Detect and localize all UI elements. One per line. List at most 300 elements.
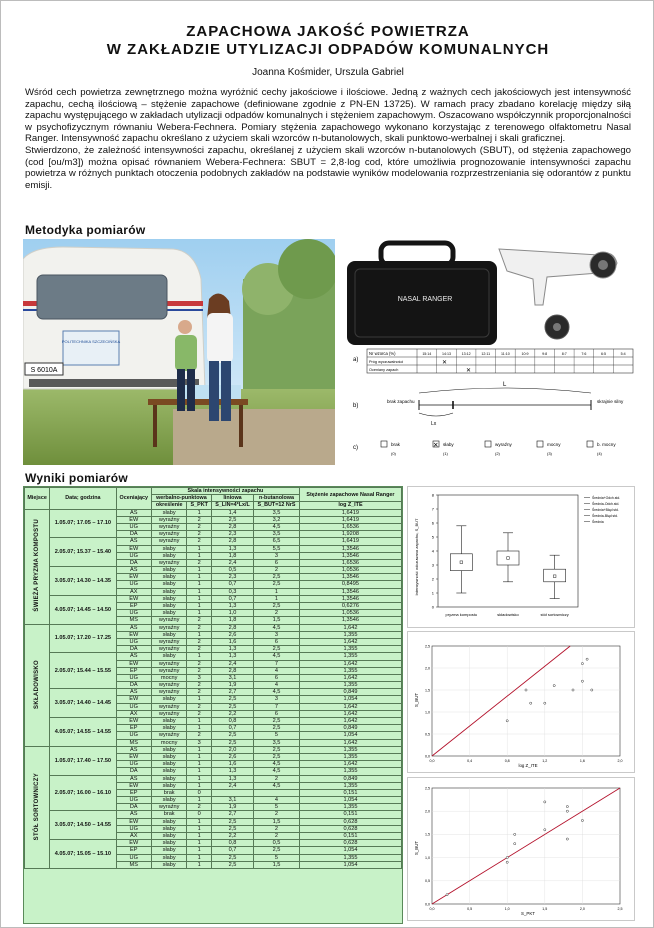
scatter-point — [514, 833, 516, 835]
definition-cell: wyraźny — [151, 732, 187, 739]
slin-cell: 0,7 — [211, 847, 253, 854]
spkt-cell: 1 — [187, 753, 211, 760]
log-cell: 1,642 — [299, 624, 401, 631]
scatter-point — [581, 819, 583, 821]
boxplot-y-tick: 7 — [431, 506, 434, 512]
slin-cell: 2,8 — [211, 667, 253, 674]
definition-cell: słaby — [151, 725, 187, 732]
log-cell: 1,355 — [299, 653, 401, 660]
dial-value: 7:6 — [581, 352, 587, 356]
licence-plate: S 6010A — [30, 367, 58, 374]
definition-cell: mocny — [151, 674, 187, 681]
spkt-cell: 2 — [187, 732, 211, 739]
boxplot-category: pryzma kompostu — [445, 612, 478, 617]
log-cell: 1,355 — [299, 746, 401, 753]
definition-cell: słaby — [151, 545, 187, 552]
slin-cell: 2,5 — [211, 739, 253, 746]
verbal-item-4 — [587, 441, 616, 456]
spkt-cell: 2 — [187, 531, 211, 538]
evaluator-cell: DA — [116, 646, 151, 653]
spkt-cell: 1 — [187, 825, 211, 832]
log-cell: 1,0536 — [299, 610, 401, 617]
scatter2-y-label: S_BUT — [414, 840, 419, 856]
sbut-cell: 4,5 — [254, 653, 300, 660]
log-cell: 1,642 — [299, 674, 401, 681]
definition-cell: wyraźny — [151, 617, 187, 624]
evaluator-cell: EW — [116, 574, 151, 581]
date-cell: 1.05.07; 17.20 – 17.25 — [50, 624, 116, 653]
evaluator-cell: UG — [116, 552, 151, 559]
sbut-cell: 1 — [254, 588, 300, 595]
spkt-cell: 1 — [187, 782, 211, 789]
evaluator-cell: UG — [116, 854, 151, 861]
dial-header: Nr wzorca (%) — [369, 351, 396, 356]
definition-cell: słaby — [151, 753, 187, 760]
slin-cell: 2,5 — [211, 516, 253, 523]
dial-value: 5:4 — [620, 352, 626, 356]
slin-cell: 1,3 — [211, 646, 253, 653]
log-cell: 1,642 — [299, 638, 401, 645]
evaluator-cell: AS — [116, 689, 151, 696]
sbut-cell: 5 — [254, 732, 300, 739]
y-tick: 0,0 — [425, 902, 430, 907]
spkt-cell: 1 — [187, 588, 211, 595]
definition-cell: słaby — [151, 718, 187, 725]
trailer-sign: POLITECHNIKA SZCZECIŃSKA — [61, 339, 121, 344]
sbut-cell: 0,5 — [254, 840, 300, 847]
log-cell: 1,054 — [299, 797, 401, 804]
slin-cell: 0,5 — [211, 567, 253, 574]
x-tick: 1,2 — [542, 759, 548, 763]
slin-cell: 1,3 — [211, 545, 253, 552]
definition-cell: słaby — [151, 768, 187, 775]
date-cell: 4.05.07; 14.45 – 14.50 — [50, 595, 116, 624]
definition-cell: wyraźny — [151, 703, 187, 710]
spkt-cell: 1 — [187, 545, 211, 552]
log-cell: 1,6419 — [299, 538, 401, 545]
dial-value: 6:5 — [601, 352, 607, 356]
sbut-cell: 1,5 — [254, 617, 300, 624]
spkt-cell: 1 — [187, 775, 211, 782]
definition-cell: słaby — [151, 833, 187, 840]
svg-text:(2): (2) — [495, 451, 500, 456]
sbut-cell: 3,5 — [254, 509, 300, 516]
evaluator-cell: EW — [116, 840, 151, 847]
field-photo-illustration — [23, 239, 335, 465]
linear-scale-left: brak zapachu — [387, 399, 415, 404]
sbut-cell: 1,5 — [254, 861, 300, 868]
verbal-item-3 — [537, 441, 561, 456]
spkt-cell: 2 — [187, 710, 211, 717]
evaluator-cell: UG — [116, 825, 151, 832]
evaluator-cell: EP — [116, 603, 151, 610]
dial-value: 12:11 — [481, 352, 491, 356]
scatter-point — [446, 894, 448, 896]
scatter-point — [544, 801, 546, 803]
scale-b-label: b) — [353, 403, 359, 409]
section-methods-heading: Metodyka pomiarów — [25, 223, 146, 237]
definition-cell: słaby — [151, 574, 187, 581]
slin-cell: 2,4 — [211, 660, 253, 667]
dial-value: 9:8 — [542, 352, 548, 356]
spkt-cell: 0 — [187, 789, 211, 796]
log-cell: 1,355 — [299, 646, 401, 653]
definition-cell: wyraźny — [151, 804, 187, 811]
log-cell: 0,151 — [299, 833, 401, 840]
sbut-cell: 6,5 — [254, 538, 300, 545]
date-cell: 2.05.07; 15.44 – 15.55 — [50, 653, 116, 689]
dial-value: 13:12 — [461, 352, 471, 356]
log-cell: 1,6419 — [299, 509, 401, 516]
definition-cell: wyraźny — [151, 559, 187, 566]
log-cell: 1,355 — [299, 667, 401, 674]
dial-value: 8:7 — [561, 352, 567, 356]
spkt-cell: 2 — [187, 624, 211, 631]
abstract-paragraph-2: Stwierdzono, że zależność intensywności zapachu, określanej z użyciem skali wzorców n-butanolowych (SBUT), od stężenia zapachowego (cod [ou/m3]) można opisać równaniem Webera-Fechnera: SBUT = 2,8·log cod, które umożliwia prognozowanie intensywności zapachu powietrza w różnych punktach otoczenia podobnych zakładów na podstawie wyników modelowania rozprzestrzeniania się odorantów z punktu emisji. — [25, 144, 631, 191]
evaluator-cell: EW — [116, 718, 151, 725]
dial-value: 11:10 — [500, 352, 510, 356]
sbut-cell: 2 — [254, 775, 300, 782]
log-cell: 0,151 — [299, 811, 401, 818]
sbut-cell: 3 — [254, 631, 300, 638]
th-sbut: S_BUT=12 NrS — [254, 502, 300, 509]
definition-cell: słaby — [151, 581, 187, 588]
sbut-cell: 2,5 — [254, 581, 300, 588]
spkt-cell: 1 — [187, 797, 211, 804]
svg-text:(4): (4) — [597, 451, 602, 456]
slin-cell: 1,9 — [211, 682, 253, 689]
slin-cell: 2,5 — [211, 818, 253, 825]
definition-cell: słaby — [151, 861, 187, 868]
dial-row-threshold: Próg wyczuwalności — [369, 360, 404, 364]
x-tick: 1,0 — [504, 907, 510, 911]
spkt-cell: 2 — [187, 646, 211, 653]
sbut-cell: 6 — [254, 559, 300, 566]
boxplot-y-tick: 3 — [431, 562, 434, 568]
definition-cell: wyraźny — [151, 624, 187, 631]
y-tick: 2,5 — [425, 786, 430, 791]
slin-cell: 2,5 — [211, 703, 253, 710]
log-cell: 1,9208 — [299, 531, 401, 538]
spkt-cell: 1 — [187, 581, 211, 588]
slin-cell: 2,5 — [211, 696, 253, 703]
th-log: log Z_ITE — [299, 502, 401, 509]
table-row — [25, 689, 402, 696]
log-cell: 0,8495 — [299, 581, 401, 588]
scatter-point — [506, 857, 508, 859]
x-tick: 0,4 — [467, 759, 473, 763]
x-tick: 0,5 — [467, 907, 473, 911]
boxplot-y-tick: 5 — [431, 534, 434, 540]
log-cell: 1,3546 — [299, 595, 401, 602]
place-label: STÓŁ SORTOWNICZY — [34, 772, 41, 840]
definition-cell: brak — [151, 811, 187, 818]
spkt-cell: 2 — [187, 559, 211, 566]
spkt-cell: 1 — [187, 567, 211, 574]
slin-cell: 1,8 — [211, 552, 253, 559]
x-tick: 2,0 — [579, 907, 585, 911]
evaluator-cell: AX — [116, 588, 151, 595]
log-cell: 0,151 — [299, 789, 401, 796]
table-row — [25, 509, 402, 516]
slin-cell: 1,3 — [211, 603, 253, 610]
boxplot-box — [544, 555, 566, 598]
th-definition: określenie — [151, 502, 187, 509]
evaluator-cell: AS — [116, 538, 151, 545]
slin-cell: 0,7 — [211, 725, 253, 732]
sbut-cell: 2,5 — [254, 574, 300, 581]
scatter-point — [553, 685, 555, 687]
abstract — [25, 87, 631, 191]
sbut-cell: 6 — [254, 710, 300, 717]
spkt-cell: 2 — [187, 703, 211, 710]
evaluator-cell: EP — [116, 789, 151, 796]
definition-cell: słaby — [151, 603, 187, 610]
x-tick: 0,8 — [504, 759, 510, 763]
y-tick: 0,0 — [425, 754, 430, 759]
svg-text:(3): (3) — [547, 451, 552, 456]
boxplot-legend-item: Średnia — [592, 520, 604, 524]
definition-cell: wyraźny — [151, 689, 187, 696]
boxplot-y-tick: 8 — [431, 492, 434, 498]
poster-title-line1: ZAPACHOWA JAKOŚĆ POWIETRZA — [186, 23, 470, 40]
evaluator-cell: UG — [116, 761, 151, 768]
x-tick: 0,0 — [429, 907, 435, 911]
scatter-point — [586, 658, 588, 660]
log-cell: 1,6536 — [299, 559, 401, 566]
boxplot-y-tick: 6 — [431, 520, 434, 526]
slin-cell: 1,8 — [211, 617, 253, 624]
th-evaluator: Oceniający — [116, 488, 151, 510]
x-tick: 0,0 — [429, 759, 435, 763]
table-row — [25, 775, 402, 782]
table-row — [25, 624, 402, 631]
slin-cell: 1,6 — [211, 761, 253, 768]
sbut-cell: 4,5 — [254, 624, 300, 631]
y-tick: 1,5 — [425, 688, 430, 693]
scatter-point — [514, 843, 516, 845]
definition-cell: słaby — [151, 567, 187, 574]
svg-text:wyraźny: wyraźny — [495, 442, 512, 447]
spkt-cell: 1 — [187, 653, 211, 660]
log-cell: 1,355 — [299, 782, 401, 789]
sbut-cell: 4,5 — [254, 768, 300, 775]
log-cell: 1,054 — [299, 696, 401, 703]
scatter2-panel — [407, 777, 635, 921]
slin-cell: 2,5 — [211, 861, 253, 868]
table-row — [25, 653, 402, 660]
spkt-cell: 1 — [187, 847, 211, 854]
definition-cell: słaby — [151, 509, 187, 516]
spkt-cell: 3 — [187, 674, 211, 681]
x-tick: 1,6 — [579, 759, 585, 763]
sbut-cell: 5,5 — [254, 545, 300, 552]
definition-cell: słaby — [151, 854, 187, 861]
date-cell: 3.05.07; 14.30 – 14.35 — [50, 567, 116, 596]
definition-cell: słaby — [151, 847, 187, 854]
dial-row-evaluated: Oceniany zapach — [369, 368, 399, 372]
sbut-cell: 2,5 — [254, 725, 300, 732]
slin-cell: 2,5 — [211, 825, 253, 832]
th-spkt: S_PKT — [187, 502, 211, 509]
spkt-cell: 1 — [187, 603, 211, 610]
definition-cell: słaby — [151, 840, 187, 847]
sbut-cell: 2 — [254, 811, 300, 818]
spkt-cell: 1 — [187, 595, 211, 602]
abstract-paragraph-1: Wśród cech powietrza zewnętrznego można wyróżnić cechy jakościowe i ilościowe. Jedną z ważnych cech jakościowych jest intensywność zapachu, cechą ilościową – stężenie zapachowe (definiowane zgodnie z PN-EN 13725). W ramach pracy zbadano korelację między siłą zapachu występującego w zakładach utylizacji odpadów komunalnych i stężeniem zapachowym. Oszacowano współczynnik proporcjonalności w psychofizycznym równaniu Webera-Fechnera. Pomiary stężenia zapachowego wykonano korzystając z terenowego olfaktometru Nasal Ranger. Intensywność zapachu określano z użyciem skali wzorców n-butanolowych, skali punktowo-werbalnej i skali graficznej. — [25, 87, 631, 145]
evaluator-cell: UG — [116, 703, 151, 710]
results-table — [24, 487, 402, 869]
date-cell: 4.05.07; 15.05 – 15.10 — [50, 840, 116, 869]
slin-cell: 2,2 — [211, 833, 253, 840]
scatter-point — [530, 702, 532, 704]
verbal-item-0 — [381, 441, 401, 456]
place-cell — [25, 746, 50, 868]
linear-scale — [387, 382, 624, 427]
boxplot-legend-item: Średnia+Odch.std. — [592, 496, 621, 500]
date-cell: 1.05.07; 17.05 – 17.10 — [50, 509, 116, 538]
spkt-cell: 0 — [187, 811, 211, 818]
log-cell: 0,849 — [299, 725, 401, 732]
spkt-cell: 1 — [187, 854, 211, 861]
definition-cell: słaby — [151, 653, 187, 660]
definition-cell: słaby — [151, 696, 187, 703]
sbut-cell: 2,5 — [254, 753, 300, 760]
scatter1-x-label: log Z_ITE — [518, 763, 538, 768]
evaluator-cell: AS — [116, 509, 151, 516]
evaluator-cell: EP — [116, 847, 151, 854]
log-cell: 0,6276 — [299, 603, 401, 610]
spkt-cell: 2 — [187, 538, 211, 545]
slin-cell: 0,8 — [211, 840, 253, 847]
evaluator-cell: EP — [116, 725, 151, 732]
slin-cell: 2,0 — [211, 746, 253, 753]
boxplot-box — [497, 533, 519, 582]
equipment-illustration — [347, 235, 639, 467]
spkt-cell: 1 — [187, 768, 211, 775]
definition-cell: słaby — [151, 595, 187, 602]
evaluator-cell: UG — [116, 797, 151, 804]
definition-cell: słaby — [151, 761, 187, 768]
evaluator-cell: EW — [116, 595, 151, 602]
evaluator-cell: AS — [116, 746, 151, 753]
sbut-cell: 6 — [254, 638, 300, 645]
log-cell: 1,6536 — [299, 523, 401, 530]
spkt-cell: 1 — [187, 725, 211, 732]
slin-cell: 2,6 — [211, 631, 253, 638]
linear-scale-right: skrajnie silny — [597, 399, 624, 404]
sbut-cell — [254, 789, 300, 796]
evaluator-cell: AX — [116, 710, 151, 717]
log-cell: 0,628 — [299, 825, 401, 832]
spkt-cell: 2 — [187, 617, 211, 624]
spkt-cell: 2 — [187, 804, 211, 811]
evaluator-cell: EW — [116, 753, 151, 760]
svg-text:(0): (0) — [391, 451, 396, 456]
evaluator-cell: UG — [116, 674, 151, 681]
sbut-cell: 2,5 — [254, 646, 300, 653]
date-cell: 3.05.07; 14.40 – 14.45 — [50, 689, 116, 718]
sbut-cell: 5 — [254, 854, 300, 861]
svg-text:b. mocny: b. mocny — [597, 442, 616, 447]
sbut-cell: 7 — [254, 660, 300, 667]
scatter-point — [572, 689, 574, 691]
evaluator-cell: MS — [116, 861, 151, 868]
definition-cell: wyraźny — [151, 710, 187, 717]
sbut-cell: 1,5 — [254, 818, 300, 825]
spkt-cell: 1 — [187, 746, 211, 753]
log-cell: 1,0536 — [299, 567, 401, 574]
scatter-point — [506, 861, 508, 863]
scatter-point — [566, 810, 568, 812]
scatter1-y-label: S_BUT — [414, 692, 419, 708]
evaluator-cell: DA — [116, 768, 151, 775]
th-verbal: werbalno-punktowa — [151, 495, 211, 502]
log-cell: 1,6419 — [299, 516, 401, 523]
scatter-point — [506, 720, 508, 722]
sbut-cell: 6 — [254, 674, 300, 681]
spkt-cell: 1 — [187, 610, 211, 617]
sbut-cell: 4 — [254, 682, 300, 689]
boxplot-legend-item: Średnia+Błąd std. — [592, 508, 619, 512]
spkt-cell: 1 — [187, 552, 211, 559]
evaluator-cell: DA — [116, 804, 151, 811]
dial-value: 10:9 — [521, 352, 529, 356]
boxplot-y-tick: 0 — [431, 604, 434, 610]
slin-cell: 1,0 — [211, 610, 253, 617]
evaluator-cell: DA — [116, 682, 151, 689]
poster-title-line2: W ZAKŁADZIE UTYLIZACJI ODPADÓW KOMUNALNYCH — [106, 41, 550, 58]
log-cell: 1,3546 — [299, 545, 401, 552]
boxplot-y-tick: 1 — [431, 590, 434, 596]
definition-cell: wyraźny — [151, 516, 187, 523]
scatter-point — [581, 680, 583, 682]
evaluator-cell: AS — [116, 775, 151, 782]
sbut-cell: 3,2 — [254, 516, 300, 523]
scale-c-label: c) — [353, 445, 358, 451]
spkt-cell: 1 — [187, 840, 211, 847]
date-cell: 2.05.07; 16.00 – 16.10 — [50, 775, 116, 811]
dial-value: 14:13 — [441, 352, 451, 356]
evaluated-mark: ✕ — [466, 367, 472, 374]
definition-cell: wyraźny — [151, 638, 187, 645]
slin-cell: 1,3 — [211, 768, 253, 775]
spkt-cell: 1 — [187, 833, 211, 840]
boxplot-panel — [407, 486, 635, 628]
date-cell: 3.05.07; 14.50 – 14.55 — [50, 811, 116, 840]
scatter-point — [566, 838, 568, 840]
scatter-point — [525, 689, 527, 691]
spkt-cell: 2 — [187, 660, 211, 667]
table-row — [25, 595, 402, 602]
slin-cell: 2,5 — [211, 854, 253, 861]
spkt-cell: 2 — [187, 689, 211, 696]
slin-cell: 2,8 — [211, 523, 253, 530]
spkt-cell: 1 — [187, 718, 211, 725]
evaluator-cell: AS — [116, 653, 151, 660]
scatter1-chart — [408, 632, 634, 772]
place-cell — [25, 624, 50, 746]
y-tick: 1,0 — [425, 855, 430, 860]
th-slin: S_LIN=4*Lx/L — [211, 502, 253, 509]
x-tick: 2,5 — [617, 907, 623, 911]
definition-cell: słaby — [151, 818, 187, 825]
y-tick: 0,5 — [425, 732, 430, 737]
scatter-point — [566, 805, 568, 807]
log-cell: 1,355 — [299, 804, 401, 811]
evaluator-cell: EW — [116, 696, 151, 703]
definition-cell: słaby — [151, 552, 187, 559]
